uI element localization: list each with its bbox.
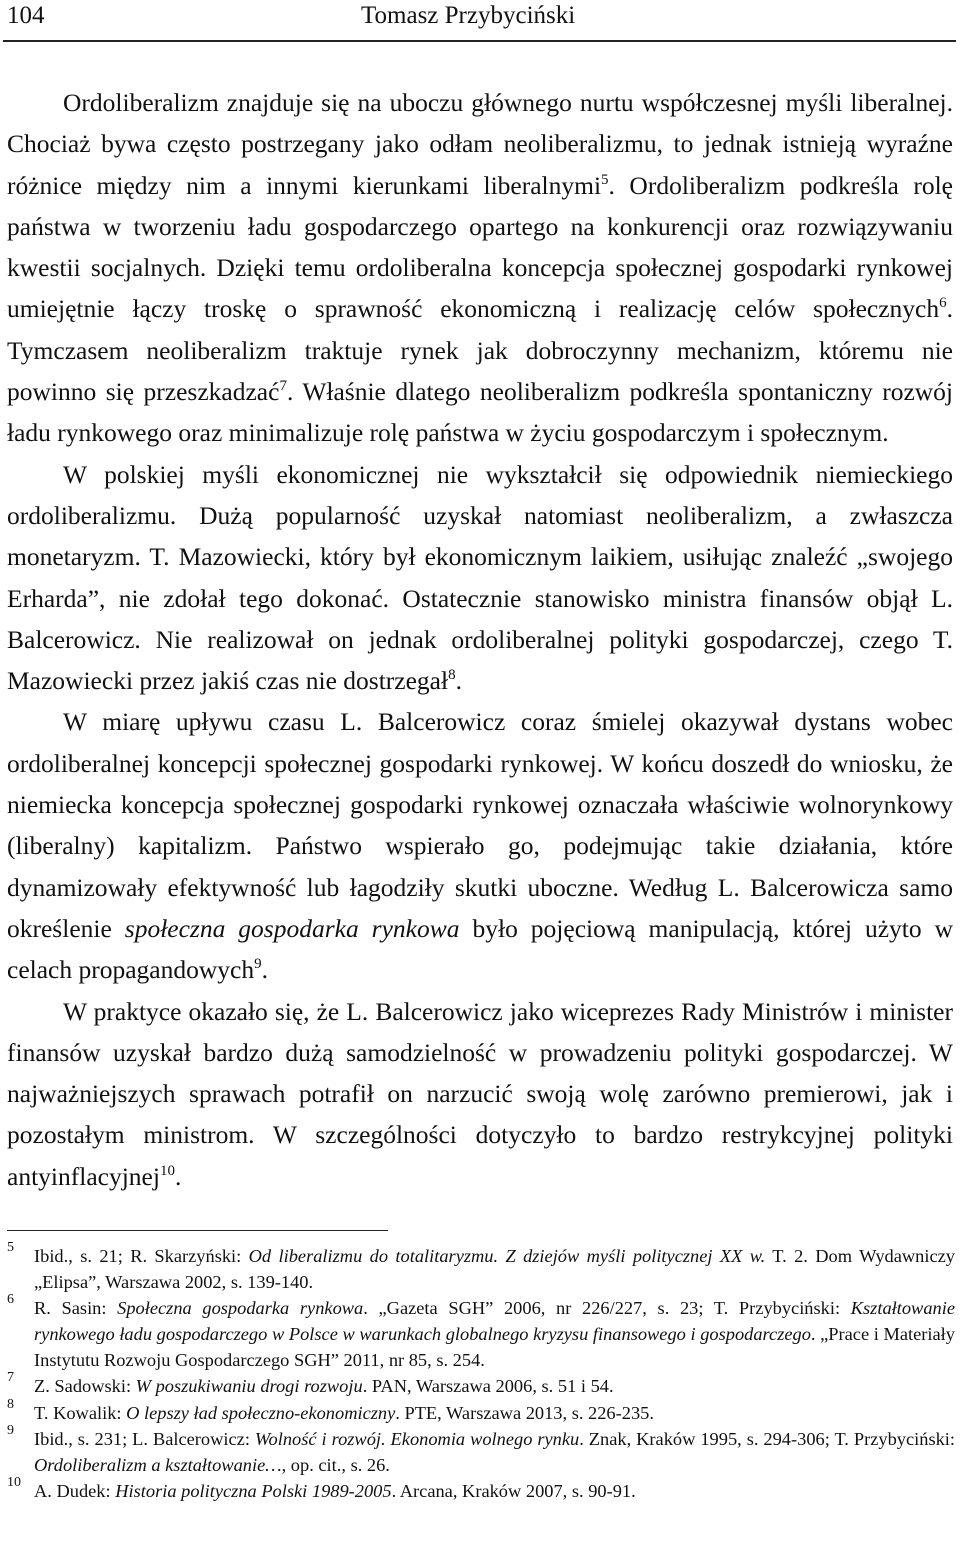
footnote-text: . Znak, Kraków 1995, s. 294-306; T. Przybyciński: (579, 1428, 956, 1449)
footnote-5 (0, 1240, 955, 1295)
footnote-number: 5 (7, 1240, 14, 1255)
paragraph-text: . (261, 955, 268, 985)
footnote-title: Kształtowanie rynkowego ładu gospodarczego w Polsce w warunkach globalnego kryzysu finansowego i gospodarczego (34, 1298, 955, 1345)
footnote-text: Ibid., s. 231; L. Balcerowicz: (34, 1428, 255, 1449)
footnotes (0, 1240, 956, 1504)
paragraph-text: . Ordoliberalizm podkreśla rolę państwa w tworzeniu ładu gospodarczego opartego na konkurencji oraz rozwiązywaniu kwestii socjalnych. Dzięki temu ordoliberalna koncepcja społecznej gospodarki rynkowej umiejętnie łączy troskę o sprawność ekonomiczną i realizację celów społecznych (7, 170, 953, 324)
paragraph-text: . Właśnie dlatego neoliberalizm podkreśla spontaniczny rozwój ładu rynkowego oraz minimalizuje rolę państwa w życiu gospodarczym i społecznym. (7, 377, 954, 448)
footnote-separator (7, 1230, 388, 1231)
footnote-text: . „Gazeta SGH” 2006, nr 226/227, s. 23; T. Przybyciński: (363, 1298, 851, 1319)
paragraph-text: Ordoliberalizm znajduje się na uboczu głównego nurtu współczesnej myśli liberalnej. Chociaż bywa często postrzegany jako odłam neoliberalizmu, to jednak istnieją wyraźne różnice między nim a innymi kierunkami liberalnymi (7, 88, 953, 200)
footnote-title: Od liberalizmu do totalitaryzmu. Z dziejów myśli politycznej XX w. (248, 1246, 766, 1266)
footnote-ref-10[interactable]: 10 (159, 1162, 175, 1179)
footnote-text: A. Dudek: (34, 1480, 116, 1501)
footnote-number: 9 (7, 1422, 14, 1438)
footnote-text: . PAN, Warszawa 2006, s. 51 i 54. (362, 1376, 614, 1397)
footnote-title: W poszukiwaniu drogi rozwoju (135, 1376, 363, 1397)
paragraph-text: . Tymczasem neoliberalizm traktuje rynek jak dobroczynny mechanizm, któremu nie powinno się przeszkadzać (7, 294, 953, 407)
paragraph-text: . (174, 1161, 182, 1191)
footnote-text: . „Prace i Materiały Instytutu Rozwoju Gospodarczego SGH” 2011, nr 85, s. 254. (34, 1324, 955, 1371)
footnote-text: Z. Sadowski: (34, 1376, 136, 1397)
running-head-author: Tomasz Przybyciński (361, 2, 576, 29)
footnote-number: 10 (7, 1474, 21, 1490)
footnote-number: 8 (7, 1396, 14, 1412)
header-rule (3, 40, 956, 42)
footnote-text: Ibid., s. 21; R. Skarzyński: (34, 1246, 249, 1266)
footnote-text: . PTE, Warszawa 2013, s. 226-235. (395, 1402, 654, 1423)
footnote-text: . Arcana, Kraków 2007, s. 90-91. (391, 1480, 636, 1501)
footnote-text: , op. cit., s. 26. (281, 1454, 390, 1475)
paragraph-text: było pojęciową manipulacją, której użyto w celach propagandowych (7, 913, 953, 985)
paragraph-text: W praktyce okazało się, że L. Balcerowicz jako wiceprezes Rady Ministrów i minister finansów uzyskał bardzo dużą samodzielność w prowadzeniu polityki gospodarczej. W najważniejszych sprawach potrafił on narzucić swoją wolę zarówno premierowi, jak i pozostałym ministrom. W szczególności dotyczyło to bardzo restrykcyjnej polityki antyinflacyjnej (7, 996, 953, 1191)
footnote-ref-8[interactable]: 8 (448, 667, 456, 684)
footnote-title: Historia polityczna Polski 1989-2005 (115, 1480, 392, 1501)
footnote-7 (0, 1370, 955, 1399)
footnote-title: O lepszy ład społeczno-ekonomiczny (126, 1402, 396, 1423)
footnote-ref-6[interactable]: 6 (939, 295, 947, 312)
footnote-number: 7 (7, 1370, 14, 1386)
paragraph-2 (7, 454, 953, 702)
paragraph-text: W polskiej myśli ekonomicznej nie wykształcił się odpowiednik niemieckiego ordoliberalizmu. Dużą popularność uzyskał natomiast neoliberalizm, a zwłaszcza monetaryzm. T. Mazowiecki, który był ekonomicznym laikiem, usiłując znaleźć „swojego Erharda”, nie zdołał tego dokonać. Ostatecznie stanowisko ministra finansów objął L. Balcerowicz. Nie realizował on jednak ordoliberalnej polityki gospodarczej, czego T. Mazowiecki przez jakiś czas nie dostrzegał (7, 459, 953, 696)
footnote-title: Wolność i rozwój. Ekonomia wolnego rynku (254, 1428, 580, 1449)
paragraph-text: . (455, 666, 462, 696)
page-number: 104 (7, 2, 45, 29)
page-header (0, 0, 960, 40)
footnote-text: T. 2. Dom Wydawniczy „Elipsa”, Warszawa 2002, s. 139-140. (34, 1246, 955, 1293)
footnote-6 (0, 1292, 955, 1373)
footnote-9 (0, 1422, 956, 1478)
footnote-ref-5[interactable]: 5 (601, 171, 609, 188)
footnote-8 (0, 1396, 955, 1426)
body-text (7, 82, 953, 1197)
paragraph-1 (7, 82, 953, 454)
paragraph-text: W miarę upływu czasu L. Balcerowicz coraz śmielej okazywał dystans wobec ordoliberalnej koncepcji społecznej gospodarki rynkowej. W końcu doszedł do wniosku, że niemiecka koncepcja społecznej gospodarki rynkowej oznaczała właściwie wolnorynkowy (liberalny) kapitalizm. Państwo wspierało go, podejmując takie działania, które dynamizowały efektywność lub łagodziły skutki uboczne. Według L. Balcerowicza samo określenie (7, 707, 953, 943)
footnote-title: Ordoliberalizm a kształtowanie… (34, 1454, 282, 1475)
footnote-text: R. Sasin: (34, 1298, 118, 1319)
footnote-ref-7[interactable]: 7 (279, 378, 287, 395)
italic-term: społeczna gospodarka rynkowa (124, 913, 460, 943)
paragraph-3 (7, 701, 953, 990)
footnote-10 (0, 1474, 955, 1504)
footnote-ref-9[interactable]: 9 (254, 956, 262, 973)
footnote-title: Społeczna gospodarka rynkowa (117, 1298, 364, 1319)
footnote-number: 6 (7, 1292, 14, 1308)
footnote-text: T. Kowalik: (34, 1402, 127, 1423)
paragraph-4 (7, 991, 953, 1197)
